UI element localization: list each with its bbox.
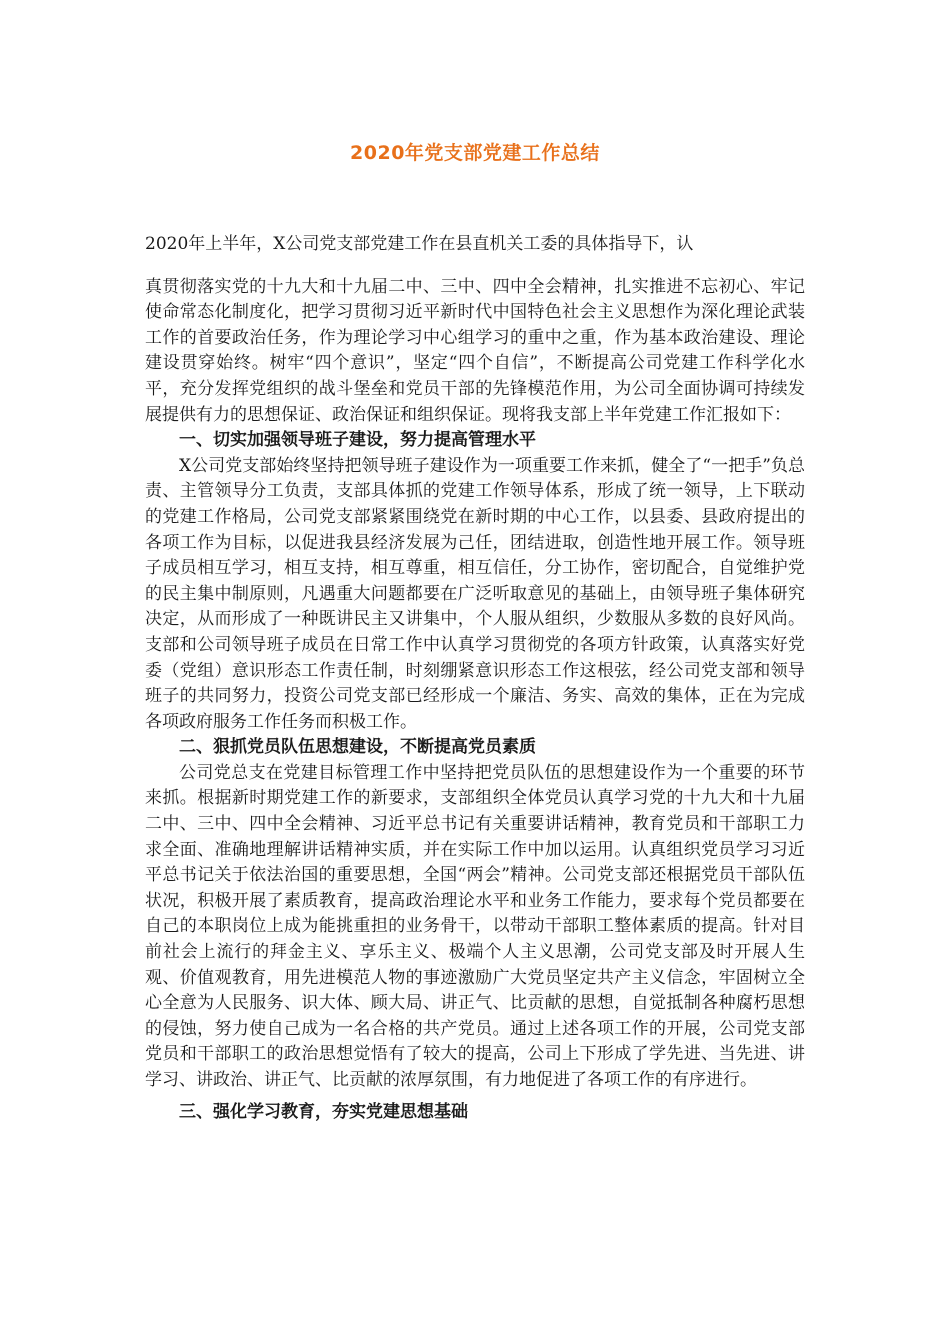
intro-paragraph: 真贯彻落实党的十九大和十九届二中、三中、四中全会精神，扎实推进不忘初心、牢记使命常态化制度化，把学习贯彻习近平新时代中国特色社会主义思想作为深化理论武装工作的首要政治任务，作为理论学习中心组学习的重中之重，作为基本政治建设、理论建设贯穿始终。树牢“四个意识”，坚定“四个自信”，不断提高公司党建工作科学化水平，充分发挥党组织的战斗堡垒和党员干部的先锋模范作用，为公司全面协调可持续发展提供有力的思想保证、政治保证和组织保证。现将我支部上半年党建工作汇报如下： xyxy=(145,276,805,425)
intro-first-line: 2020年上半年，X公司党支部党建工作在县直机关工委的具体指导下，认 xyxy=(145,234,694,254)
section-paragraph-2: 公司党总支在党建目标管理工作中坚持把党员队伍的思想建设作为一个重要的环节来抓。根据新时期党建工作的新要求，支部组织全体党员认真学习党的十九大和十九届二中、三中、四中全会精神、习近平总书记有关重要讲话精神，教育党员和干部职工力求全面、准确地理解讲话精神实质，并在实际工作中加以运用。认真组织党员学习习近平总书记关于依法治国的重要思想，全国“两会”精神。公司党支部还根据党员干部队伍状况，积极开展了素质教育，提高政治理论水平和业务工作能力，要求每个党员都要在自己的本职岗位上成为能挑重担的业务骨干，以带动干部职工整体素质的提高。针对目前社会上流行的拜金主义、享乐主义、极端个人主义思潮，公司党支部及时开展人生观、价值观教育，用先进模范人物的事迹激励广大党员坚定共产主义信念，牢固树立全心全意为人民服务、识大体、顾大局、讲正气、比贡献的思想，自觉抵制各种腐朽思想的侵蚀，努力使自己成为一名合格的共产党员。通过上述各项工作的开展，公司党支部党员和干部职工的政治思想觉悟有了较大的提高，公司上下形成了学先进、当先进、讲学习、讲政治、讲正气、比贡献的浓厚氛围，有力地促进了各项工作的有序进行。 xyxy=(145,762,805,1090)
section-heading-1: 一、切实加强领导班子建设，努力提高管理水平 xyxy=(179,430,536,451)
section-paragraph-1: X公司党支部始终坚持把领导班子建设作为一项重要工作来抓，健全了“一把手”负总责、主管领导分工负责，支部具体抓的党建工作领导体系，形成了统一领导，上下联动的党建工作格局，公司党支部紧紧围绕党在新时期的中心工作，以县委、县政府提出的各项工作为目标，以促进我县经济发展为己任，团结进取，创造性地开展工作。领导班子成员相互学习，相互支持，相互尊重，相互信任，分工协作，密切配合，自觉维护党的民主集中制原则，凡遇重大问题都要在广泛听取意见的基础上，由领导班子集体研究决定，从而形成了一种既讲民主又讲集中，个人服从组织，少数服从多数的良好风尚。支部和公司领导班子成员在日常工作中认真学习贯彻党的各项方针政策，认真落实好党委（党组）意识形态工作责任制，时刻绷紧意识形态工作这根弦，经公司党支部和领导班子的共同努力，投资公司党支部已经形成一个廉洁、务实、高效的集体，正在为完成各项政府服务工作任务而积极工作。 xyxy=(145,455,805,732)
document-title: 2020年党支部党建工作总结 xyxy=(350,142,600,164)
document-body xyxy=(145,232,805,1125)
section-heading-3: 三、强化学习教育，夯实党建思想基础 xyxy=(179,1101,468,1122)
section-heading-2: 二、狠抓党员队伍思想建设，不断提高党员素质 xyxy=(179,737,536,758)
